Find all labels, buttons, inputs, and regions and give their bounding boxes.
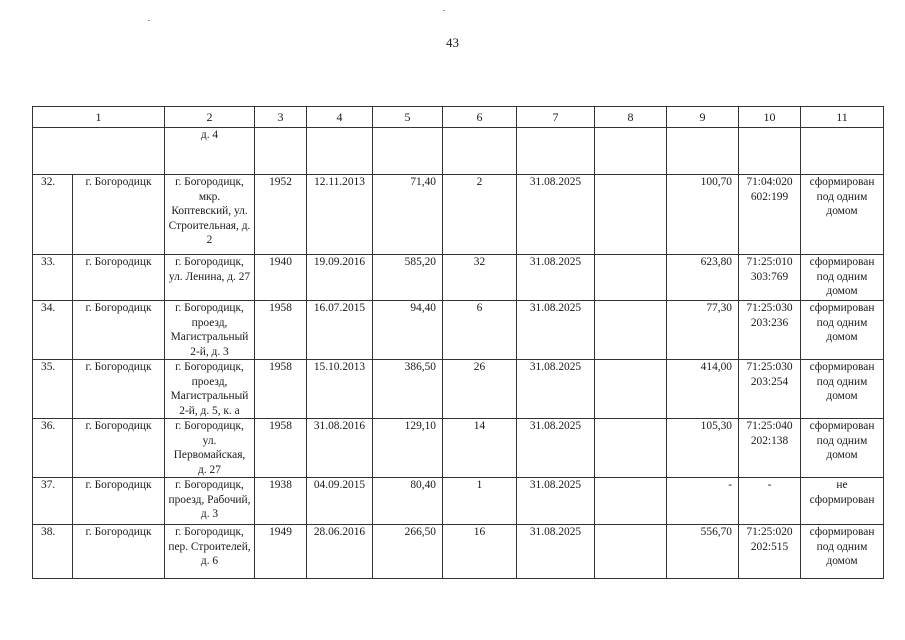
status-cell: сформирован под одним домом <box>801 301 884 360</box>
cadastral-number-cell: 71:25:010 303:769 <box>739 255 801 301</box>
table-cell <box>739 128 801 175</box>
city-cell: г. Богородицк <box>73 360 165 419</box>
cadastral-number-cell: 71:25:040 202:138 <box>739 419 801 478</box>
total-area-cell: 623,80 <box>667 255 739 301</box>
deadline-cell: 31.08.2025 <box>517 525 595 579</box>
table-cell <box>373 128 443 175</box>
area-cell: 80,40 <box>373 478 443 525</box>
empty-cell <box>595 360 667 419</box>
row-number-cell: 38. <box>33 525 73 579</box>
deadline-cell: 31.08.2025 <box>517 419 595 478</box>
status-cell: сформирован под одним домом <box>801 525 884 579</box>
row-number-cell: 35. <box>33 360 73 419</box>
city-cell: г. Богородицк <box>73 255 165 301</box>
address-cell: г. Богородицк, ул. Ленина, д. 27 <box>165 255 255 301</box>
table-cell <box>443 128 517 175</box>
total-area-cell: 556,70 <box>667 525 739 579</box>
cadastral-number-cell: 71:25:030 203:236 <box>739 301 801 360</box>
table-row <box>33 301 884 360</box>
year-cell: 1952 <box>255 175 307 255</box>
address-cell: д. 4 <box>165 128 255 175</box>
continuation-row <box>33 128 884 175</box>
address-cell: г. Богородицк, проезд, Рабочий, д. 3 <box>165 478 255 525</box>
year-cell: 1958 <box>255 419 307 478</box>
year-cell: 1938 <box>255 478 307 525</box>
cadastral-number-cell: 71:04:020 602:199 <box>739 175 801 255</box>
date-cell: 19.09.2016 <box>307 255 373 301</box>
city-cell: г. Богородицк <box>73 525 165 579</box>
header-cell: 3 <box>255 107 307 128</box>
date-cell: 15.10.2013 <box>307 360 373 419</box>
deadline-cell: 31.08.2025 <box>517 175 595 255</box>
city-cell: г. Богородицк <box>73 419 165 478</box>
status-cell: не сформирован <box>801 478 884 525</box>
deadline-cell: 31.08.2025 <box>517 478 595 525</box>
date-cell: 28.06.2016 <box>307 525 373 579</box>
header-cell: 1 <box>33 107 165 128</box>
scan-speck <box>443 10 445 11</box>
count-cell: 26 <box>443 360 517 419</box>
table-cell <box>595 128 667 175</box>
date-cell: 31.08.2016 <box>307 419 373 478</box>
count-cell: 6 <box>443 301 517 360</box>
header-cell: 7 <box>517 107 595 128</box>
address-cell: г. Богородицк, мкр. Коптевский, ул. Строительная, д. 2 <box>165 175 255 255</box>
row-number-cell: 36. <box>33 419 73 478</box>
header-cell: 11 <box>801 107 884 128</box>
total-area-cell: 105,30 <box>667 419 739 478</box>
empty-cell <box>595 525 667 579</box>
header-cell: 4 <box>307 107 373 128</box>
date-cell: 16.07.2015 <box>307 301 373 360</box>
count-cell: 32 <box>443 255 517 301</box>
table-cell <box>801 128 884 175</box>
status-cell: сформирован под одним домом <box>801 419 884 478</box>
year-cell: 1949 <box>255 525 307 579</box>
table-cell <box>517 128 595 175</box>
count-cell: 14 <box>443 419 517 478</box>
status-cell: сформирован под одним домом <box>801 360 884 419</box>
row-number-cell: 33. <box>33 255 73 301</box>
deadline-cell: 31.08.2025 <box>517 255 595 301</box>
date-cell: 04.09.2015 <box>307 478 373 525</box>
empty-cell <box>595 301 667 360</box>
row-number-cell: 37. <box>33 478 73 525</box>
deadline-cell: 31.08.2025 <box>517 301 595 360</box>
count-cell: 16 <box>443 525 517 579</box>
row-number-cell: 32. <box>33 175 73 255</box>
empty-cell <box>595 255 667 301</box>
cadastral-number-cell: 71:25:030 203:254 <box>739 360 801 419</box>
count-cell: 1 <box>443 478 517 525</box>
table-row <box>33 175 884 255</box>
address-cell: г. Богородицк, проезд, Магистральный 2-й, д. 5, к. а <box>165 360 255 419</box>
total-area-cell: 414,00 <box>667 360 739 419</box>
address-cell: г. Богородицк, проезд, Магистральный 2-й, д. 3 <box>165 301 255 360</box>
cadastral-number-cell: 71:25:020 202:515 <box>739 525 801 579</box>
total-area-cell: 77,30 <box>667 301 739 360</box>
table-row <box>33 255 884 301</box>
area-cell: 386,50 <box>373 360 443 419</box>
city-cell: г. Богородицк <box>73 301 165 360</box>
header-cell: 8 <box>595 107 667 128</box>
table-row <box>33 478 884 525</box>
status-cell: сформирован под одним домом <box>801 175 884 255</box>
table-cell <box>33 128 165 175</box>
area-cell: 71,40 <box>373 175 443 255</box>
area-cell: 266,50 <box>373 525 443 579</box>
year-cell: 1958 <box>255 301 307 360</box>
empty-cell <box>595 419 667 478</box>
register-table <box>32 106 884 579</box>
city-cell: г. Богородицк <box>73 175 165 255</box>
year-cell: 1958 <box>255 360 307 419</box>
city-cell: г. Богородицк <box>73 478 165 525</box>
header-cell: 5 <box>373 107 443 128</box>
page-number: 43 <box>446 35 459 50</box>
table-row <box>33 360 884 419</box>
header-cell: 6 <box>443 107 517 128</box>
header-cell: 2 <box>165 107 255 128</box>
header-cell: 10 <box>739 107 801 128</box>
scan-speck <box>148 20 150 21</box>
table-cell <box>307 128 373 175</box>
row-number-cell: 34. <box>33 301 73 360</box>
table-cell <box>255 128 307 175</box>
status-cell: сформирован под одним домом <box>801 255 884 301</box>
table-row <box>33 525 884 579</box>
total-area-cell: 100,70 <box>667 175 739 255</box>
header-row <box>33 107 884 128</box>
area-cell: 585,20 <box>373 255 443 301</box>
address-cell: г. Богородицк, ул. Первомайская, д. 27 <box>165 419 255 478</box>
table-row <box>33 419 884 478</box>
area-cell: 129,10 <box>373 419 443 478</box>
register-table-wrapper <box>32 106 884 579</box>
date-cell: 12.11.2013 <box>307 175 373 255</box>
cadastral-number-cell: - <box>739 478 801 525</box>
year-cell: 1940 <box>255 255 307 301</box>
table-cell <box>667 128 739 175</box>
area-cell: 94,40 <box>373 301 443 360</box>
count-cell: 2 <box>443 175 517 255</box>
total-area-cell: - <box>667 478 739 525</box>
empty-cell <box>595 478 667 525</box>
header-cell: 9 <box>667 107 739 128</box>
deadline-cell: 31.08.2025 <box>517 360 595 419</box>
address-cell: г. Богородицк, пер. Строителей, д. 6 <box>165 525 255 579</box>
empty-cell <box>595 175 667 255</box>
